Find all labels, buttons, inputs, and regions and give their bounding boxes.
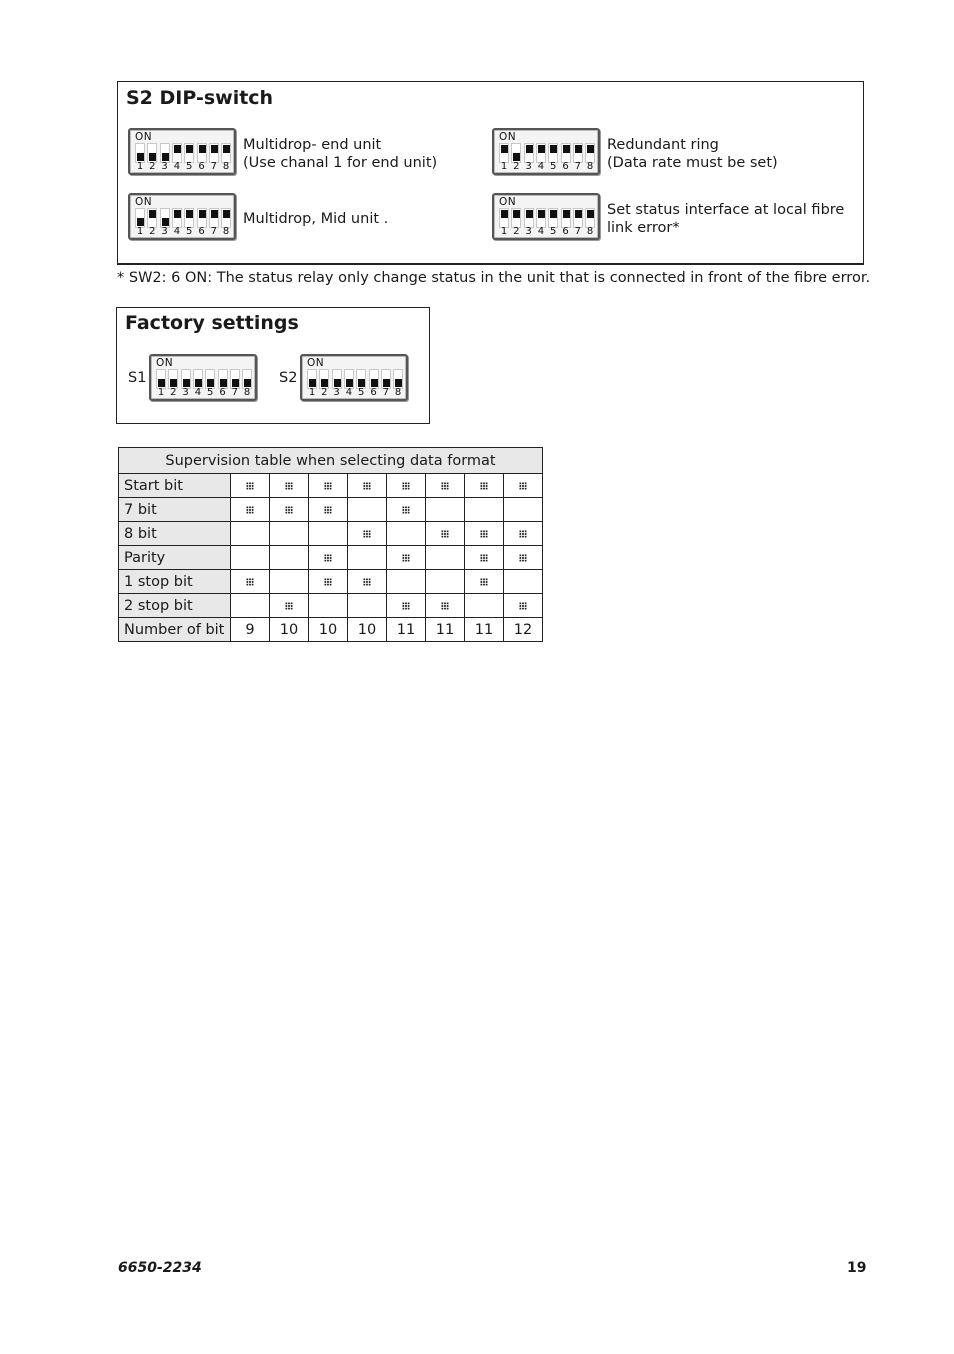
table-cell — [309, 546, 348, 570]
dip-knob-7 — [211, 210, 218, 218]
dip-slot-6 — [561, 208, 571, 228]
table-row — [119, 546, 543, 570]
dip-slot-7 — [381, 369, 391, 389]
dip-slot-2 — [511, 208, 521, 228]
dip-knob-3 — [183, 379, 190, 387]
dip-number: 7 — [382, 387, 389, 398]
dip-number: 2 — [149, 161, 156, 172]
dip-slot-5 — [548, 143, 558, 163]
dip-knob-8 — [223, 210, 230, 218]
dip-number: 5 — [358, 387, 365, 398]
dip-number: 8 — [586, 226, 594, 237]
dip-number: 8 — [222, 161, 230, 172]
dip-number: 7 — [231, 387, 238, 398]
dip-slot-7 — [573, 143, 583, 163]
table-cell — [504, 570, 543, 594]
dip-slot-8 — [221, 143, 231, 163]
table-cell — [504, 522, 543, 546]
desc-line: (Use chanal 1 for end unit) — [243, 155, 438, 171]
dip-knob-5 — [186, 210, 193, 218]
table-row — [119, 570, 543, 594]
dip-slot-7 — [209, 143, 219, 163]
setting-desc-status-interface — [607, 201, 844, 237]
s2-dip-switch-panel — [117, 81, 864, 264]
dot-mark-icon — [285, 506, 293, 514]
desc-line: Multidrop- end unit — [243, 137, 382, 153]
dip-switch-multidrop-end — [128, 128, 236, 175]
dip-number: 1 — [157, 387, 165, 398]
table-cell — [504, 594, 543, 618]
dip-slot-4 — [172, 143, 182, 163]
dot-mark-icon — [324, 554, 332, 562]
bit-count-cell: 11 — [387, 618, 426, 642]
desc-line: (Data rate must be set) — [607, 155, 778, 171]
dip-number: 7 — [210, 226, 217, 237]
dip-number: 5 — [207, 387, 214, 398]
table-cell — [309, 570, 348, 594]
dot-mark-icon — [285, 602, 293, 610]
dot-mark-icon — [402, 482, 410, 490]
dip-slot-4 — [536, 143, 546, 163]
table-cell — [270, 570, 309, 594]
dot-mark-icon — [363, 530, 371, 538]
bit-count-cell: 10 — [309, 618, 348, 642]
dip-knob-6 — [199, 210, 206, 218]
dip-knob-4 — [538, 145, 545, 153]
dip-knob-1 — [501, 210, 508, 218]
dot-mark-icon — [519, 482, 527, 490]
dip-number: 3 — [161, 226, 168, 237]
dip-number: 3 — [182, 387, 189, 398]
table-cell — [426, 594, 465, 618]
dip-knob-3 — [526, 145, 533, 153]
dip-slot-5 — [548, 208, 558, 228]
row-label: Start bit — [119, 474, 231, 498]
table-cell — [309, 522, 348, 546]
table-cell — [309, 594, 348, 618]
dip-slot-3 — [524, 143, 534, 163]
table-cell — [231, 474, 270, 498]
dip-number: 5 — [186, 226, 193, 237]
dip-knob-1 — [309, 379, 316, 387]
dip-switch-redundant-ring — [492, 128, 600, 175]
dip-number: 3 — [161, 161, 168, 172]
dip-number: 2 — [170, 387, 177, 398]
factory-title: Factory settings — [125, 312, 299, 334]
dot-mark-icon — [441, 530, 449, 538]
dot-mark-icon — [324, 578, 332, 586]
dip-number: 5 — [550, 161, 557, 172]
dip-number: 6 — [562, 161, 569, 172]
dip-number: 7 — [574, 161, 581, 172]
row-label: 2 stop bit — [119, 594, 231, 618]
table-cell — [387, 522, 426, 546]
dip-number: 4 — [173, 226, 181, 237]
factory-dip-s1 — [149, 354, 257, 401]
dip-slot-2 — [147, 143, 157, 163]
dip-slot-1 — [135, 208, 145, 228]
s2-footnote: * SW2: 6 ON: The status relay only change status in the unit that is connected in front of the fibre error. — [117, 270, 871, 286]
table-cell — [465, 498, 504, 522]
document-code: 6650-2234 — [118, 1260, 202, 1276]
dip-knob-6 — [220, 379, 227, 387]
row-label: 8 bit — [119, 522, 231, 546]
dip-knob-1 — [501, 145, 508, 153]
table-cell — [387, 546, 426, 570]
dip-slot-3 — [181, 369, 191, 389]
desc-line: Multidrop, Mid unit . — [243, 211, 389, 227]
dip-number: 2 — [513, 226, 520, 237]
dip-knob-2 — [149, 153, 156, 161]
row-label: Parity — [119, 546, 231, 570]
table-cell — [387, 474, 426, 498]
supervision-table — [118, 447, 543, 642]
dip-slot-6 — [197, 208, 207, 228]
table-cell — [465, 522, 504, 546]
dip-number: 5 — [186, 161, 193, 172]
table-cell — [426, 546, 465, 570]
dip-number: 8 — [586, 161, 594, 172]
row-label: 7 bit — [119, 498, 231, 522]
bit-count-cell: 10 — [348, 618, 387, 642]
dip-slot-1 — [156, 369, 166, 389]
dip-knob-3 — [162, 153, 169, 161]
dot-mark-icon — [519, 530, 527, 538]
dot-mark-icon — [480, 554, 488, 562]
dip-number: 1 — [308, 387, 316, 398]
setting-desc-multidrop-end — [243, 136, 437, 172]
bit-count-cell: 9 — [231, 618, 270, 642]
dip-number: 4 — [537, 161, 545, 172]
bit-count-cell: 11 — [465, 618, 504, 642]
dip-number: 2 — [513, 161, 520, 172]
s2-label: S2 — [279, 370, 298, 386]
dip-slot-2 — [511, 143, 521, 163]
dip-knob-1 — [158, 379, 165, 387]
table-cell — [348, 594, 387, 618]
dip-number: 6 — [562, 226, 569, 237]
dip-number: 4 — [194, 387, 202, 398]
dot-mark-icon — [441, 482, 449, 490]
dot-mark-icon — [402, 506, 410, 514]
table-cell — [348, 522, 387, 546]
dip-on-label: ON — [135, 196, 153, 208]
table-cell — [309, 498, 348, 522]
dip-knob-6 — [563, 145, 570, 153]
dip-number: 3 — [525, 161, 532, 172]
row-label: Number of bit — [119, 618, 231, 642]
dot-mark-icon — [246, 578, 254, 586]
dot-mark-icon — [324, 506, 332, 514]
dip-slot-4 — [172, 208, 182, 228]
row-label: 1 stop bit — [119, 570, 231, 594]
dip-number: 7 — [574, 226, 581, 237]
dip-slot-4 — [193, 369, 203, 389]
dip-slot-3 — [160, 208, 170, 228]
dot-mark-icon — [480, 578, 488, 586]
page-number: 19 — [847, 1260, 867, 1276]
table-cell — [348, 546, 387, 570]
table-cell — [426, 570, 465, 594]
dip-on-label: ON — [499, 131, 517, 143]
table-cell — [426, 474, 465, 498]
table-caption: Supervision table when selecting data format — [119, 448, 543, 474]
table-cell — [348, 498, 387, 522]
dip-number: 1 — [136, 161, 144, 172]
dot-mark-icon — [246, 482, 254, 490]
dip-knob-5 — [358, 379, 365, 387]
dip-knob-8 — [223, 145, 230, 153]
dot-mark-icon — [441, 602, 449, 610]
table-cell — [387, 498, 426, 522]
dip-knob-4 — [174, 210, 181, 218]
factory-settings-panel — [116, 307, 430, 424]
table-row — [119, 522, 543, 546]
setting-desc-multidrop-mid — [243, 210, 388, 228]
dip-number: 7 — [210, 161, 217, 172]
table-row-total — [119, 618, 543, 642]
dot-mark-icon — [480, 482, 488, 490]
dip-knob-4 — [538, 210, 545, 218]
dip-knob-2 — [149, 210, 156, 218]
dip-knob-8 — [244, 379, 251, 387]
table-cell — [387, 570, 426, 594]
dip-slot-1 — [499, 208, 509, 228]
table-cell — [465, 546, 504, 570]
dip-knob-4 — [195, 379, 202, 387]
dip-number: 1 — [136, 226, 144, 237]
table-cell — [270, 594, 309, 618]
dip-slot-4 — [344, 369, 354, 389]
table-cell — [270, 546, 309, 570]
dip-number: 4 — [537, 226, 545, 237]
dip-slot-1 — [499, 143, 509, 163]
dot-mark-icon — [285, 482, 293, 490]
dip-slot-5 — [205, 369, 215, 389]
dip-knob-3 — [526, 210, 533, 218]
dip-number: 3 — [333, 387, 340, 398]
desc-line: Redundant ring — [607, 137, 719, 153]
bit-count-cell: 12 — [504, 618, 543, 642]
table-cell — [270, 474, 309, 498]
setting-desc-redundant-ring — [607, 136, 778, 172]
dip-number: 2 — [149, 226, 156, 237]
table-cell — [231, 570, 270, 594]
table-cell — [426, 498, 465, 522]
dip-knob-6 — [563, 210, 570, 218]
dip-knob-5 — [186, 145, 193, 153]
dip-knob-8 — [587, 210, 594, 218]
dip-on-label: ON — [499, 196, 517, 208]
factory-dip-s2 — [300, 354, 408, 401]
dot-mark-icon — [519, 554, 527, 562]
dip-knob-5 — [550, 210, 557, 218]
table-cell — [231, 594, 270, 618]
desc-line: Set status interface at local fibre — [607, 202, 845, 218]
dip-knob-3 — [162, 218, 169, 226]
table-cell — [465, 474, 504, 498]
dip-number: 8 — [243, 387, 251, 398]
dip-slot-1 — [307, 369, 317, 389]
dip-knob-6 — [199, 145, 206, 153]
dip-slot-7 — [209, 208, 219, 228]
dip-slot-8 — [585, 208, 595, 228]
dip-slot-1 — [135, 143, 145, 163]
table-cell — [348, 474, 387, 498]
bit-count-cell: 11 — [426, 618, 465, 642]
dip-number: 3 — [525, 226, 532, 237]
dip-number: 6 — [198, 161, 205, 172]
bit-count-cell: 10 — [270, 618, 309, 642]
table-cell — [270, 498, 309, 522]
desc-line: link error* — [607, 220, 680, 236]
dip-slot-2 — [168, 369, 178, 389]
dip-knob-7 — [383, 379, 390, 387]
dip-number: 1 — [500, 161, 508, 172]
table-cell — [270, 522, 309, 546]
dip-number: 6 — [198, 226, 205, 237]
dip-knob-2 — [321, 379, 328, 387]
table-cell — [426, 522, 465, 546]
dot-mark-icon — [402, 602, 410, 610]
dip-on-label: ON — [135, 131, 153, 143]
dip-slot-4 — [536, 208, 546, 228]
dip-knob-7 — [575, 145, 582, 153]
dip-knob-4 — [346, 379, 353, 387]
dot-mark-icon — [402, 554, 410, 562]
table-cell — [504, 498, 543, 522]
dip-slot-5 — [184, 208, 194, 228]
dip-number: 5 — [550, 226, 557, 237]
dip-knob-5 — [207, 379, 214, 387]
dip-number: 4 — [345, 387, 353, 398]
dip-slot-8 — [221, 208, 231, 228]
table-cell — [465, 594, 504, 618]
dot-mark-icon — [480, 530, 488, 538]
dip-number: 6 — [370, 387, 377, 398]
dip-knob-8 — [587, 145, 594, 153]
dip-slot-3 — [524, 208, 534, 228]
dip-knob-2 — [170, 379, 177, 387]
dip-knob-1 — [137, 153, 144, 161]
dip-slot-2 — [319, 369, 329, 389]
dip-knob-5 — [550, 145, 557, 153]
table-cell — [387, 594, 426, 618]
dip-slot-7 — [573, 208, 583, 228]
dip-slot-7 — [230, 369, 240, 389]
dip-slot-8 — [585, 143, 595, 163]
dip-number: 2 — [321, 387, 328, 398]
dip-switch-multidrop-mid — [128, 193, 236, 240]
s1-label: S1 — [128, 370, 147, 386]
dip-on-label: ON — [307, 357, 325, 369]
dip-slot-6 — [197, 143, 207, 163]
dip-number: 8 — [222, 226, 230, 237]
dip-slot-3 — [160, 143, 170, 163]
dip-knob-3 — [334, 379, 341, 387]
table-cell — [465, 570, 504, 594]
dip-knob-2 — [513, 153, 520, 161]
dip-slot-8 — [242, 369, 252, 389]
table-cell — [231, 522, 270, 546]
dip-knob-7 — [211, 145, 218, 153]
dip-slot-2 — [147, 208, 157, 228]
table-cell — [231, 498, 270, 522]
dip-slot-8 — [393, 369, 403, 389]
dip-number: 4 — [173, 161, 181, 172]
dip-knob-8 — [395, 379, 402, 387]
table-row — [119, 498, 543, 522]
s2-title: S2 DIP-switch — [126, 87, 274, 109]
dip-knob-1 — [137, 218, 144, 226]
dot-mark-icon — [519, 602, 527, 610]
table-row — [119, 474, 543, 498]
dot-mark-icon — [363, 482, 371, 490]
table-row — [119, 594, 543, 618]
dip-knob-4 — [174, 145, 181, 153]
dip-slot-6 — [369, 369, 379, 389]
dot-mark-icon — [324, 482, 332, 490]
dip-switch-status-interface — [492, 193, 600, 240]
dot-mark-icon — [246, 506, 254, 514]
dip-number: 6 — [219, 387, 226, 398]
dip-knob-7 — [232, 379, 239, 387]
dip-knob-6 — [371, 379, 378, 387]
table-cell — [504, 474, 543, 498]
dip-slot-5 — [356, 369, 366, 389]
dip-slot-5 — [184, 143, 194, 163]
dip-knob-2 — [513, 210, 520, 218]
table-cell — [309, 474, 348, 498]
dip-number: 1 — [500, 226, 508, 237]
table-cell — [231, 546, 270, 570]
dip-on-label: ON — [156, 357, 174, 369]
dot-mark-icon — [363, 578, 371, 586]
dip-slot-6 — [218, 369, 228, 389]
dip-slot-3 — [332, 369, 342, 389]
dip-knob-7 — [575, 210, 582, 218]
dip-slot-6 — [561, 143, 571, 163]
dip-number: 8 — [394, 387, 402, 398]
table-cell — [348, 570, 387, 594]
table-cell — [504, 546, 543, 570]
